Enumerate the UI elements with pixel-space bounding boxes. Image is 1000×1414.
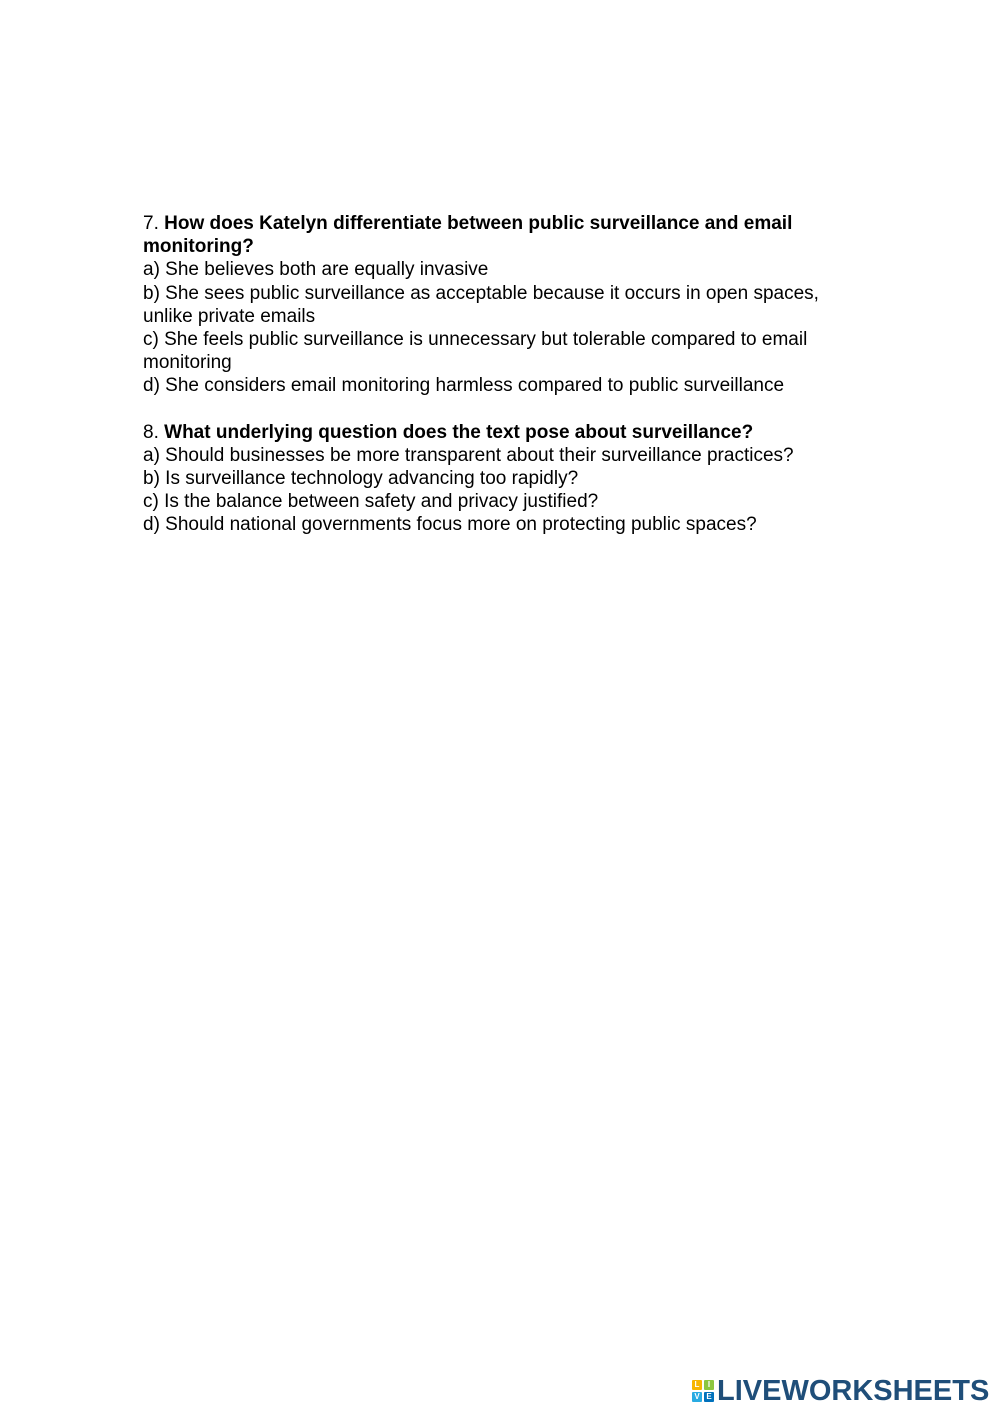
worksheet-content <box>143 212 863 537</box>
liveworksheets-logo <box>692 1375 989 1407</box>
answer-option-d: d) Should national governments focus more on protecting public spaces? <box>143 514 757 536</box>
question-7 <box>143 212 863 398</box>
logo-letter-v: V <box>692 1392 702 1402</box>
question-text: What underlying question does the text pose about surveillance? <box>164 421 754 443</box>
answer-option-b: b) She sees public surveillance as acceptable because it occurs in open spaces, unlike private emails <box>143 282 819 327</box>
question-number: 7. <box>143 213 159 234</box>
question-title <box>143 421 863 444</box>
logo-letter-e: E <box>704 1392 714 1402</box>
question-8 <box>143 421 863 537</box>
question-title <box>143 212 863 258</box>
logo-letter-l: L <box>692 1380 702 1390</box>
question-number: 8. <box>143 421 159 443</box>
answer-option-a: a) She believes both are equally invasive <box>143 259 489 281</box>
answer-option-b: b) Is surveillance technology advancing too rapidly? <box>143 468 579 490</box>
answer-option-d: d) She considers email monitoring harmless compared to public surveillance <box>143 375 785 397</box>
answer-option-c: c) Is the balance between safety and privacy justified? <box>143 491 599 513</box>
answer-option-c: c) She feels public surveillance is unnecessary but tolerable compared to email monitoring <box>143 329 808 374</box>
answer-option-a: a) Should businesses be more transparent about their surveillance practices? <box>143 444 794 466</box>
logo-text: LIVEWORKSHEETS <box>717 1375 990 1407</box>
logo-mark-icon <box>692 1380 714 1402</box>
question-text: How does Katelyn differentiate between public surveillance and email monitoring? <box>143 213 793 258</box>
logo-letter-i: I <box>704 1380 714 1390</box>
